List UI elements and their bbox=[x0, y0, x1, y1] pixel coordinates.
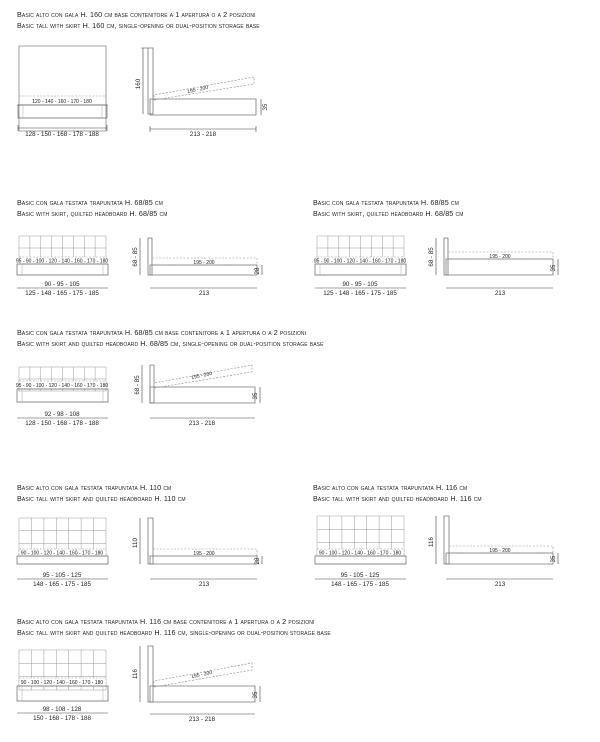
title-it: Basic con gala testata trapuntata H. 68/85 cm bbox=[17, 198, 163, 207]
side-view-2 bbox=[428, 234, 564, 304]
front-view-4 bbox=[14, 516, 114, 588]
title-it: Basic con gala testata trapuntata H. 68/85 cm bbox=[313, 198, 459, 207]
side-height-dim: 116 bbox=[132, 669, 139, 679]
side-length-dim: 213 - 218 bbox=[189, 131, 217, 138]
side-length-dim: 213 - 218 bbox=[188, 420, 216, 427]
side-height-dim: 68 - 85 bbox=[132, 247, 139, 267]
front-view-3 bbox=[14, 365, 114, 435]
side-view-6 bbox=[132, 642, 268, 726]
side-length-dim: 213 bbox=[198, 290, 210, 297]
side-base-dim: 35 bbox=[252, 691, 259, 699]
front-inner-dim: 95 - 90 - 100 - 120 - 140 - 160 - 170 - 180 bbox=[313, 258, 407, 265]
side-length-dim: 213 bbox=[494, 581, 506, 588]
front-view-2 bbox=[312, 234, 412, 304]
side-inner-dim: 195 - 200 bbox=[193, 260, 215, 266]
side-height-dim: 116 bbox=[428, 537, 435, 547]
side-lift-dim: 195 - 200 bbox=[190, 370, 213, 382]
front-mid-dim: 98 - 108 - 128 bbox=[42, 706, 82, 713]
section-2-title bbox=[313, 197, 463, 218]
side-height-dim: 110 bbox=[132, 538, 139, 548]
front-outer-dim: 148 - 165 - 175 - 185 bbox=[33, 581, 91, 588]
section-1-title bbox=[17, 197, 167, 218]
front-view-1 bbox=[14, 234, 114, 304]
front-inner-dim: 90 - 100 - 120 - 140 - 160 - 170 - 180 bbox=[20, 550, 104, 557]
front-mid-dim: 95 - 105 - 125 bbox=[42, 572, 82, 579]
section-4-title bbox=[17, 482, 186, 503]
front-outer-dim: 148 - 165 - 175 - 185 bbox=[331, 581, 389, 588]
title-it: Basic alto con gala testata trapuntata H. 116 cm base contenitore a 1 apertura o a 2 posizioni bbox=[17, 617, 315, 626]
front-view-5 bbox=[312, 514, 412, 588]
side-view-5 bbox=[428, 514, 564, 588]
side-view-0 bbox=[135, 44, 269, 144]
front-outer-dim: 125 - 148 - 165 - 175 - 185 bbox=[323, 290, 397, 297]
title-it: Basic con gala testata trapuntata H. 68/85 cm base contenitore a 1 apertura o a 2 posizioni bbox=[17, 328, 307, 337]
side-inner-dim: 195 - 200 bbox=[193, 551, 215, 557]
title-en: Basic tall with skirt H. 160 cm, single-opening or dual-position storage base bbox=[17, 20, 260, 30]
side-base-dim: 35 bbox=[252, 392, 259, 400]
side-inner-dim: 195 - 200 bbox=[489, 254, 511, 260]
title-it: Basic alto con gala testata trapuntata H. 110 cm bbox=[17, 483, 172, 492]
front-outer-dim: 150 - 168 - 178 - 188 bbox=[33, 715, 91, 722]
front-inner-dim: 90 - 100 - 120 - 140 - 160 - 170 - 180 bbox=[318, 550, 402, 557]
section-6-title bbox=[17, 616, 331, 637]
section-0-title bbox=[17, 9, 260, 30]
front-mid-dim: 90 - 95 - 105 bbox=[44, 281, 80, 288]
side-view-4 bbox=[132, 516, 268, 588]
front-outer-dim: 128 - 150 - 168 - 178 - 188 bbox=[25, 131, 99, 138]
title-en: Basic with skirt, quilted headboard H. 68/85 cm bbox=[313, 208, 464, 218]
front-outer-dim: 125 - 148 - 165 - 175 - 185 bbox=[25, 290, 99, 297]
side-view-1 bbox=[132, 234, 268, 304]
front-view-0 bbox=[14, 44, 114, 144]
side-base-dim: 35 bbox=[550, 555, 557, 563]
side-inner-dim: 195 - 200 bbox=[489, 548, 511, 554]
title-en: Basic tall with skirt and quilted headboard H. 110 cm bbox=[17, 493, 186, 503]
side-base-dim: 35 bbox=[550, 264, 557, 272]
side-base-dim: 35 bbox=[262, 103, 269, 111]
title-en: Basic with skirt and quilted headboard H. 68/85 cm, single-opening or dual-position storage base bbox=[17, 338, 324, 348]
side-length-dim: 213 bbox=[494, 290, 506, 297]
front-inner-dim: 95 - 90 - 100 - 120 - 140 - 160 - 170 - 180 bbox=[15, 383, 109, 389]
side-height-dim: 160 bbox=[135, 78, 142, 90]
side-height-dim: 68 - 85 bbox=[134, 375, 141, 395]
title-en: Basic tall with skirt and quilted headboard H. 116 cm bbox=[313, 493, 482, 503]
side-lift-dim: 195 - 200 bbox=[186, 84, 209, 96]
front-view-6 bbox=[14, 648, 114, 724]
title-it: Basic alto con gala testata trapuntata H. 116 cm bbox=[313, 483, 468, 492]
title-it: Basic alto con gala H. 160 cm base contenitore a 1 apertura o a 2 posizioni bbox=[17, 10, 256, 19]
front-inner-dim: 90 - 100 - 120 - 140 - 160 - 170 - 180 bbox=[20, 680, 104, 686]
side-base-dim: 28 bbox=[254, 267, 261, 275]
title-en: Basic with skirt, quilted headboard H. 68/85 cm bbox=[17, 208, 168, 218]
side-height-dim: 68 - 85 bbox=[428, 247, 435, 267]
front-outer-dim: 128 - 150 - 168 - 178 - 188 bbox=[25, 420, 99, 427]
front-inner-dim: 95 - 90 - 100 - 120 - 140 - 160 - 170 - 180 bbox=[15, 258, 109, 265]
side-view-3 bbox=[132, 362, 268, 434]
side-base-dim: 28 bbox=[254, 557, 261, 565]
side-lift-dim: 195 - 200 bbox=[190, 669, 213, 681]
front-mid-dim: 90 - 95 - 105 bbox=[342, 281, 378, 288]
section-3-title bbox=[17, 327, 324, 348]
section-5-title bbox=[313, 482, 482, 503]
front-mid-dim: 92 - 98 - 108 bbox=[44, 411, 80, 418]
front-inner-dim: 120 - 140 - 160 - 170 - 180 bbox=[32, 99, 92, 105]
side-length-dim: 213 bbox=[198, 581, 210, 588]
front-mid-dim: 95 - 105 - 125 bbox=[340, 572, 380, 579]
title-en: Basic tall with skirt and quilted headboard H. 116 cm, single-opening or dual-position storage base bbox=[17, 627, 331, 637]
side-length-dim: 213 - 218 bbox=[188, 716, 216, 723]
